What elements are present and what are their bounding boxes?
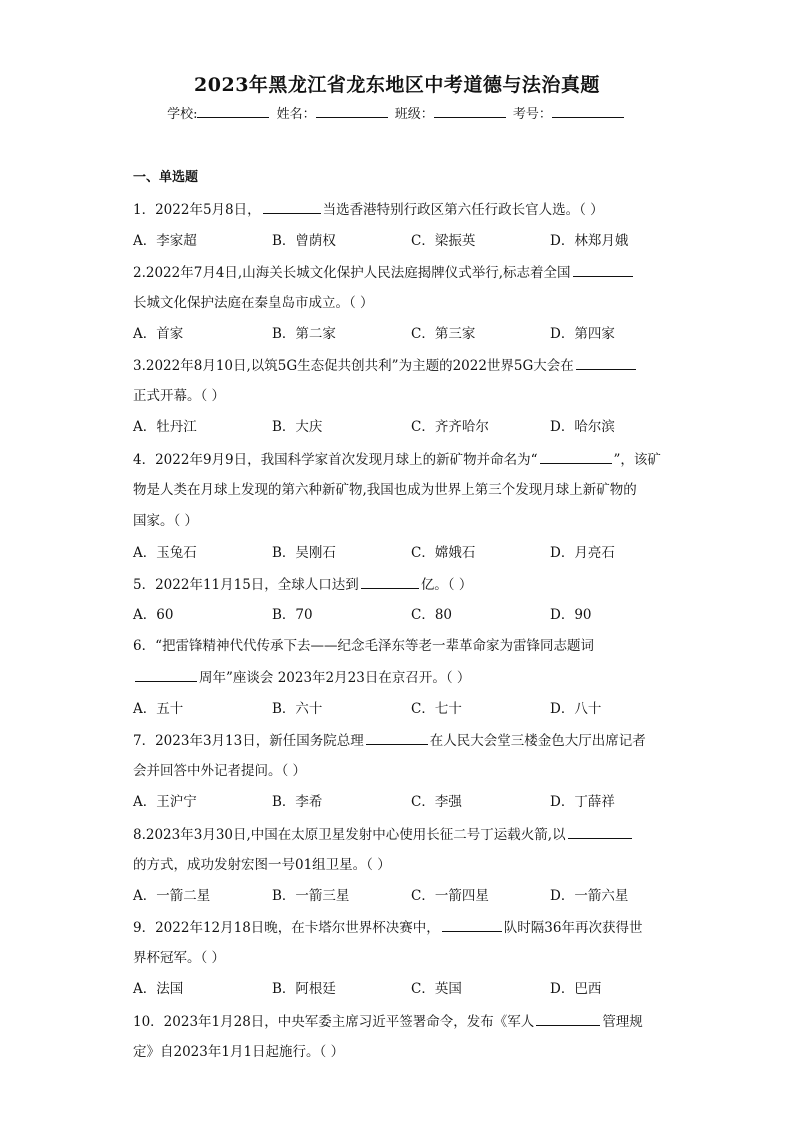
question-9-option-b[interactable]: B．阿根廷 xyxy=(272,981,336,997)
answer-blank[interactable] xyxy=(576,356,636,370)
question-text: 定》自2023年1月1日起施行。（ ） xyxy=(133,1044,345,1060)
question-1-line-1 xyxy=(133,200,663,219)
question-text: 界杯冠军。（ ） xyxy=(133,950,226,966)
question-2-option-a[interactable]: A．首家 xyxy=(133,326,184,342)
question-text: 的方式，成功发射宏图一号01组卫星。（ ） xyxy=(133,857,391,873)
question-2-option-b[interactable]: B．第二家 xyxy=(272,326,336,342)
section-title: 一、单选题 xyxy=(133,170,199,185)
question-9-line-2 xyxy=(133,949,663,967)
question-2-line-1 xyxy=(133,263,663,282)
question-6-line-2 xyxy=(133,668,663,687)
class-label: 班级： xyxy=(394,107,434,122)
question-1-option-a[interactable]: A．李家超 xyxy=(133,233,197,249)
question-text: 9．2022年12月18日晚，在卡塔尔世界杯决赛中， xyxy=(133,920,440,936)
question-5-option-a[interactable]: A．60 xyxy=(133,607,174,623)
question-text: 1．2022年5月8日， xyxy=(133,202,261,218)
question-7-option-a[interactable]: A．王沪宁 xyxy=(133,794,197,810)
question-8-option-a[interactable]: A．一箭二星 xyxy=(133,888,211,904)
exam-number-blank[interactable] xyxy=(552,105,624,118)
question-text: 管理规 xyxy=(602,1014,643,1030)
question-text: 在人民大会堂三楼金色大厅出席记者 xyxy=(429,733,646,749)
question-9-option-d[interactable]: D．巴西 xyxy=(550,981,602,997)
question-1-option-d[interactable]: D．林郑月娥 xyxy=(550,233,629,249)
question-4-line-2 xyxy=(133,481,663,499)
exam-number-field xyxy=(513,103,627,122)
question-4-line-3 xyxy=(133,512,663,530)
question-4-option-a[interactable]: A．玉兔石 xyxy=(133,545,197,561)
student-info-row xyxy=(0,103,794,122)
question-text: ”，该矿 xyxy=(613,452,661,468)
question-3-option-d[interactable]: D．哈尔滨 xyxy=(550,419,615,435)
question-text: 4．2022年9月9日，我国科学家首次发现月球上的新矿物并命名为“ xyxy=(133,452,538,468)
question-text: 当选香港特别行政区第六任行政长官人选。（ ） xyxy=(322,202,604,218)
question-text: 长城文化保护法庭在秦皇岛市成立。（ ） xyxy=(133,295,374,311)
answer-blank[interactable] xyxy=(536,1012,600,1026)
question-3-line-2 xyxy=(133,387,663,405)
question-10-line-1 xyxy=(133,1012,663,1031)
question-6-option-a[interactable]: A．五十 xyxy=(133,701,184,717)
question-6-option-c[interactable]: C．七十 xyxy=(411,701,462,717)
question-text: 3.2022年8月10日,以筑5G生态促共创共利”为主题的2022世界5G大会在 xyxy=(133,358,574,374)
question-text: 10．2023年1月28日，中央军委主席习近平签署命令，发布《军人 xyxy=(133,1014,535,1030)
page-title: 2023年黑龙江省龙东地区中考道德与法治真题 xyxy=(194,74,600,96)
question-5-line-1 xyxy=(133,575,663,594)
question-8-option-b[interactable]: B．一箭三星 xyxy=(272,888,350,904)
question-6-line-1 xyxy=(133,637,663,655)
question-text: 队时隔36年再次获得世 xyxy=(503,920,643,936)
question-text: 国家。（ ） xyxy=(133,513,199,529)
question-8-option-d[interactable]: D．一箭六星 xyxy=(550,888,629,904)
answer-blank[interactable] xyxy=(135,668,197,682)
name-field xyxy=(277,103,391,122)
question-6-option-b[interactable]: B．六十 xyxy=(272,701,323,717)
school-label: 学校: xyxy=(167,107,198,122)
question-3-line-1 xyxy=(133,356,663,375)
question-8-line-2 xyxy=(133,856,663,874)
question-5-option-d[interactable]: D．90 xyxy=(550,607,592,623)
question-1-option-c[interactable]: C．梁振英 xyxy=(411,233,476,249)
question-text: 周年”座谈会 2023年2月23日在京召开。（ ） xyxy=(199,670,471,686)
question-1-option-b[interactable]: B．曾荫权 xyxy=(272,233,336,249)
question-9-line-1 xyxy=(133,918,663,937)
question-7-option-b[interactable]: B．李希 xyxy=(272,794,323,810)
question-text: 会并回答中外记者提问。（ ） xyxy=(133,763,307,779)
question-7-line-1 xyxy=(133,731,663,750)
question-3-option-c[interactable]: C．齐齐哈尔 xyxy=(411,419,489,435)
class-blank[interactable] xyxy=(434,105,506,118)
question-9-option-a[interactable]: A．法国 xyxy=(133,981,184,997)
question-5-option-b[interactable]: B．70 xyxy=(272,607,313,623)
question-9-option-c[interactable]: C．英国 xyxy=(411,981,462,997)
question-7-option-d[interactable]: D．丁薛祥 xyxy=(550,794,615,810)
question-text: 物是人类在月球上发现的第六种新矿物,我国也成为世界上第三个发现月球上新矿物的 xyxy=(133,482,637,498)
question-text: 6．“把雷锋精神代代传承下去——纪念毛泽东等老一辈革命家为雷锋同志题词 xyxy=(133,638,594,654)
answer-blank[interactable] xyxy=(361,575,419,589)
question-8-option-c[interactable]: C．一箭四星 xyxy=(411,888,489,904)
name-blank[interactable] xyxy=(316,105,388,118)
class-field xyxy=(395,103,509,122)
school-blank[interactable] xyxy=(197,105,269,118)
question-text: 5．2022年11月15日，全球人口达到 xyxy=(133,577,359,593)
question-5-option-c[interactable]: C．80 xyxy=(411,607,453,623)
question-text: 亿。（ ） xyxy=(420,577,473,593)
name-label: 姓名： xyxy=(276,107,316,122)
exam-number-label: 考号： xyxy=(512,107,552,122)
question-6-option-d[interactable]: D．八十 xyxy=(550,701,602,717)
question-2-option-d[interactable]: D．第四家 xyxy=(550,326,615,342)
question-2-line-2 xyxy=(133,294,663,312)
question-4-option-b[interactable]: B．吴刚石 xyxy=(272,545,336,561)
question-text: 正式开幕。（ ） xyxy=(133,388,226,404)
question-4-option-d[interactable]: D．月亮石 xyxy=(550,545,615,561)
question-3-option-a[interactable]: A．牡丹江 xyxy=(133,419,197,435)
answer-blank[interactable] xyxy=(540,450,612,464)
answer-blank[interactable] xyxy=(366,731,428,745)
answer-blank[interactable] xyxy=(573,263,633,277)
question-8-line-1 xyxy=(133,825,663,844)
question-4-option-c[interactable]: C．嫦娥石 xyxy=(411,545,476,561)
question-10-line-2 xyxy=(133,1043,663,1061)
answer-blank[interactable] xyxy=(263,200,321,214)
question-text: 8.2023年3月30日,中国在太原卫星发射中心使用长征二号丁运载火箭,以 xyxy=(133,827,566,843)
question-3-option-b[interactable]: B．大庆 xyxy=(272,419,323,435)
answer-blank[interactable] xyxy=(442,918,502,932)
question-text: 2.2022年7月4日,山海关长城文化保护人民法庭揭牌仪式举行,标志着全国 xyxy=(133,265,571,281)
question-text: 7．2023年3月13日，新任国务院总理 xyxy=(133,733,364,749)
question-4-line-1 xyxy=(133,450,663,469)
school-field xyxy=(167,103,272,122)
question-7-line-2 xyxy=(133,762,663,780)
answer-blank[interactable] xyxy=(568,825,632,839)
question-2-option-c[interactable]: C．第三家 xyxy=(411,326,476,342)
question-7-option-c[interactable]: C．李强 xyxy=(411,794,462,810)
